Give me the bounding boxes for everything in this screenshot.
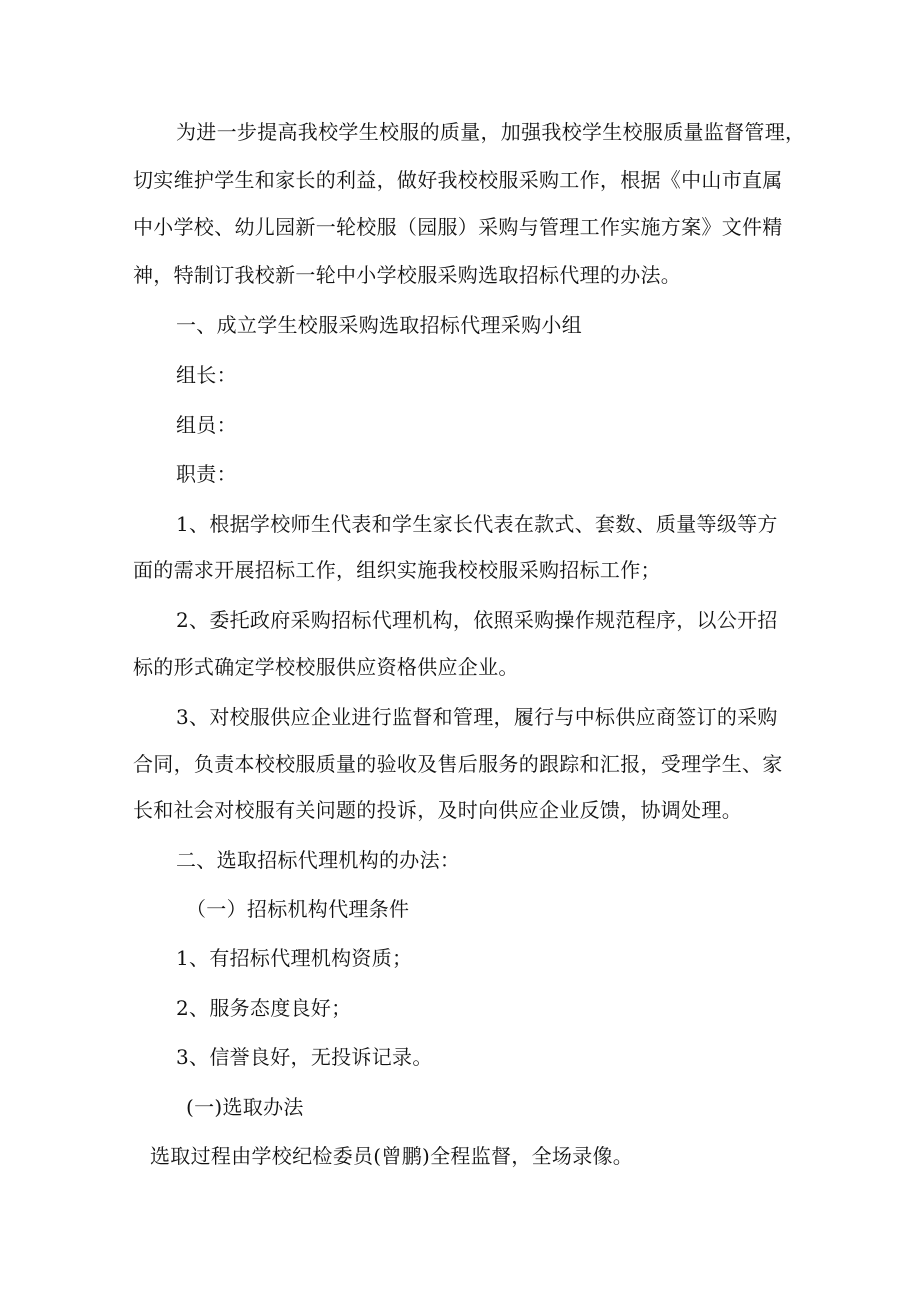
intro-line-3: 中小学校、幼儿园新一轮校服（园服）采购与管理工作实施方案》文件精 — [133, 215, 783, 239]
method-text: 选取过程由学校纪检委员(曾鹏)全程监督，全场录像。 — [150, 1144, 634, 1168]
duties-label: 职责： — [176, 462, 237, 486]
leader-label: 组长： — [176, 363, 237, 387]
intro-line-1: 为进一步提高我校学生校服的质量，加强我校学生校服质量监督管理， — [176, 120, 806, 144]
members-label: 组员： — [176, 413, 237, 437]
sub1-title: （一）招标机构代理条件 — [186, 897, 410, 921]
duty3-line-3: 长和社会对校服有关问题的投诉，及时向供应企业反馈，协调处理。 — [133, 798, 742, 822]
duty2-line-1: 2、委托政府采购招标代理机构，依照采购操作规范程序，以公开招 — [176, 608, 778, 632]
section2-title: 二、选取招标代理机构的办法： — [176, 848, 461, 872]
duty3-line-1: 3、对校服供应企业进行监督和管理，履行与中标供应商签订的采购 — [176, 705, 778, 729]
intro-line-4: 神，特制订我校新一轮中小学校服采购选取招标代理的办法。 — [133, 263, 682, 287]
duty3-line-2: 合同，负责本校校服质量的验收及售后服务的跟踪和汇报，受理学生、家 — [133, 752, 783, 776]
condition-3: 3、信誉良好，无投诉记录。 — [176, 1045, 433, 1069]
section1-title: 一、成立学生校服采购选取招标代理采购小组 — [176, 313, 582, 337]
condition-2: 2、服务态度良好； — [176, 996, 352, 1020]
duty2-line-2: 标的形式确定学校校服供应资格供应企业。 — [133, 655, 519, 679]
duty1-line-2: 面的需求开展招标工作，组织实施我校校服采购招标工作； — [133, 558, 661, 582]
sub2-title: (一)选取办法 — [186, 1095, 304, 1119]
duty1-line-1: 1、根据学校师生代表和学生家长代表在款式、套数、质量等级等方 — [176, 512, 778, 536]
intro-line-2: 切实维护学生和家长的利益，做好我校校服采购工作，根据《中山市直属 — [133, 168, 783, 192]
condition-1: 1、有招标代理机构资质； — [176, 946, 413, 970]
